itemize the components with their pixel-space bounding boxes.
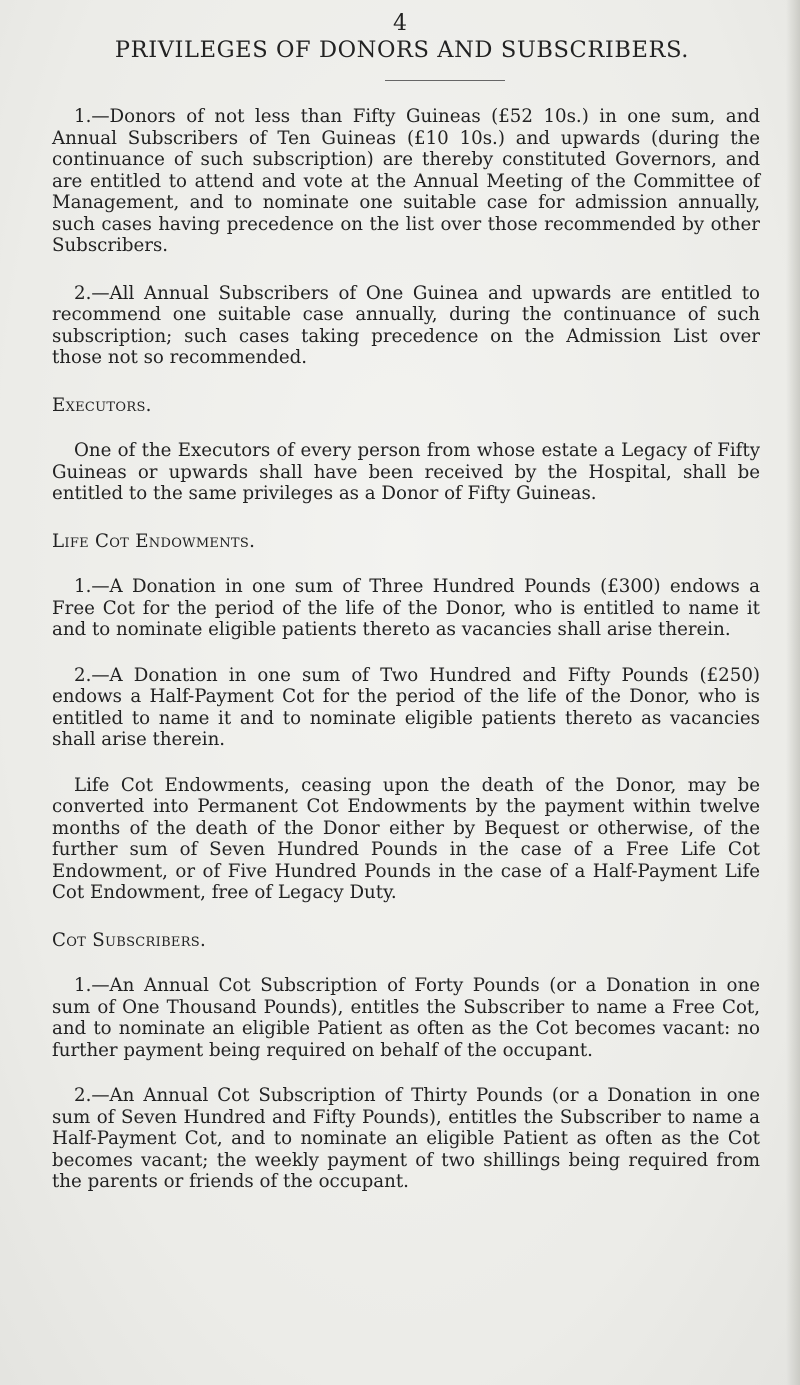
governors-paragraph: 1.—Donors of not less than Fifty Guineas (£52 10s.) in one sum, and Annual Subscribers of Ten Guineas (£10 10s.) and upwards (during the continuance of such subscription) are thereby constituted Governors, and are entitled to attend and vote at the Annual Meeting of the Committee of Management, and to nominate one suitable case for admission annually, such cases having precedence on the list over those recommended by other Subscribers. [52, 106, 760, 256]
page-number: 4 [393, 11, 407, 36]
governors-section [52, 106, 760, 369]
executors-section [52, 395, 760, 505]
conversion-paragraph: Life Cot Endowments, ceasing upon the death of the Donor, may be converted into Permanent Cot Endowments by the payment within twelve months of the death of the Donor either by Bequest or otherwise, of the further sum of Seven Hundred Pounds in the case of a Free Life Cot Endowment, or of Five Hundred Pounds in the case of a Half-Payment Life Cot Endowment, free of Legacy Duty. [52, 774, 760, 903]
page-title: PRIVILEGES OF DONORS AND SUBSCRIBERS. [114, 37, 690, 63]
free-cot-paragraph: 1.—A Donation in one sum of Three Hundred Pounds (£300) endows a Free Cot for the period of the life of the Donor, who is entitled to name it and to nominate eligible patients thereto as vacancies shall arise therein. [52, 576, 760, 640]
annual-cot-forty-paragraph: 1.—An Annual Cot Subscription of Forty Pounds (or a Donation in one sum of One Thousand Pounds), entitles the Subscriber to name a Free Cot, and to nominate an eligible Patient as often as the Cot becomes vacant: no further payment being required on behalf of the occupant. [52, 975, 760, 1061]
annual-cot-thirty-paragraph: 2.—An Annual Cot Subscription of Thirty Pounds (or a Donation in one sum of Seven Hundred and Fifty Pounds), entitles the Subscriber to name a Half-Payment Cot, and to nominate an eligible Patient as often as the Cot becomes vacant; the weekly payment of two shillings being required from the parents or friends of the occupant. [52, 1085, 760, 1192]
title-rule-divider [385, 80, 505, 81]
life-cot-endowments-heading: Life Cot Endowments. [52, 530, 256, 552]
life-cot-endowments-section [52, 531, 760, 904]
half-payment-cot-paragraph: 2.—A Donation in one sum of Two Hundred and Fifty Pounds (£250) endows a Half-Payment Cot for the period of the life of the Donor, who is entitled to name it and to nominate eligible patients thereto as vacancies shall arise therein. [52, 664, 760, 750]
executors-heading: Executors. [52, 394, 152, 416]
annual-subscribers-paragraph: 2.—All Annual Subscribers of One Guinea and upwards are entitled to recommend one suitable case annually, during the continuance of such subscription; such cases taking precedence on the Admission List over those not so recommended. [52, 282, 760, 368]
page-edge-shadow [786, 0, 800, 1385]
cot-subscribers-section [52, 930, 760, 1193]
executors-paragraph: One of the Executors of every person from whose estate a Legacy of Fifty Guineas or upwards shall have been received by the Hospital, shall be entitled to the same privileges as a Donor of Fifty Guineas. [52, 440, 760, 504]
document-body [52, 106, 760, 1193]
cot-subscribers-heading: Cot Subscribers. [52, 929, 207, 951]
